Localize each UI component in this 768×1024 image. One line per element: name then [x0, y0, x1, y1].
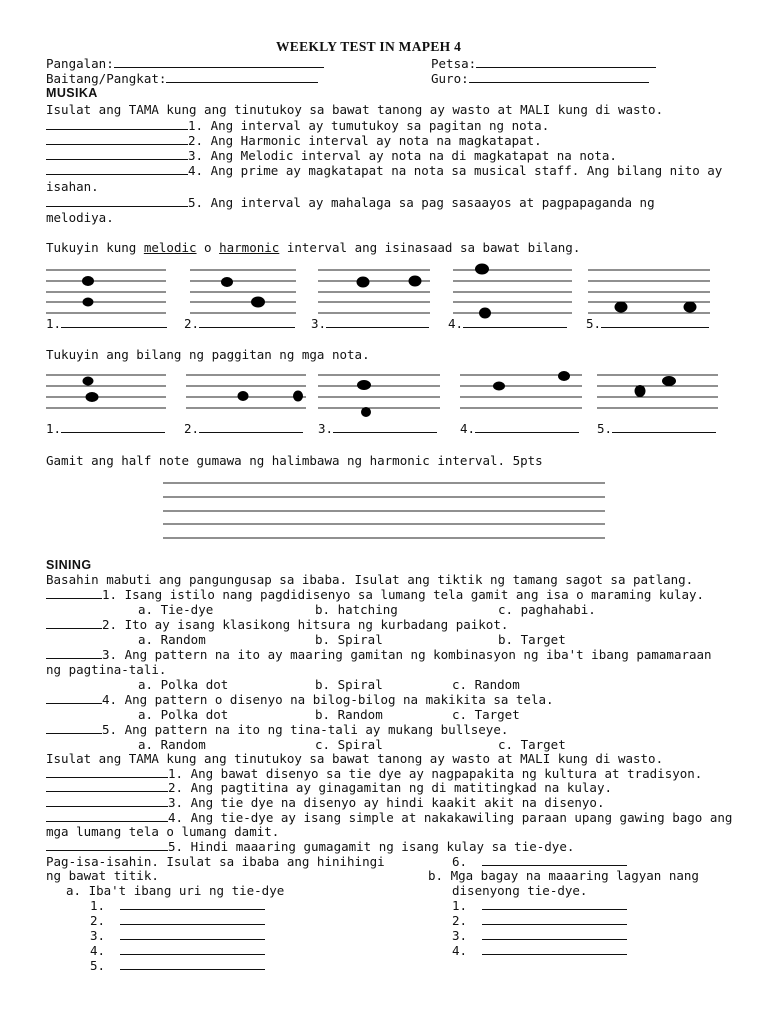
option: b. Target	[498, 632, 566, 647]
grade-label: Baitang/Pangkat:	[46, 71, 167, 86]
mc-question-4	[46, 692, 554, 707]
sining-instruction: Basahin mabuti ang pangungusap sa ibaba. Isulat ang tiktik ng tamang sagot sa patlang.	[46, 572, 694, 587]
answer-blank[interactable]	[120, 898, 265, 910]
question-cont: ng pagtina-tali.	[46, 662, 167, 677]
note-head	[615, 302, 628, 313]
answer-number: 4.	[460, 421, 476, 436]
enum-b-item-1[interactable]	[452, 898, 627, 913]
enum-b-item-2[interactable]	[452, 913, 627, 928]
answer-blank[interactable]	[475, 421, 579, 433]
option: a. Random	[138, 632, 206, 647]
answer-blank[interactable]	[482, 854, 627, 866]
item-text: 4. Ang prime ay magkatapat na nota sa musical staff. Ang bilang nito ay	[188, 163, 723, 178]
answer-blank[interactable]	[120, 913, 265, 925]
musika-item-5-cont: melodiya.	[46, 210, 114, 225]
answer-number: 4.	[448, 316, 464, 331]
enum-number: 2.	[90, 913, 106, 928]
note-head	[558, 371, 570, 381]
mc-question-1	[46, 587, 704, 602]
note-head	[83, 298, 94, 307]
enum-a-item-4[interactable]	[90, 943, 265, 958]
answer-blank[interactable]	[199, 316, 295, 328]
musika-heading: MUSIKA	[46, 86, 98, 100]
instr-text: interval ang isinasaad sa bawat bilang.	[279, 240, 581, 255]
answer-blank[interactable]	[482, 943, 627, 955]
question-text: 5. Ang pattern na ito ng tina-tali ay mukang bullseye.	[102, 722, 509, 737]
note-head	[221, 277, 233, 287]
enum-number: 5.	[90, 958, 106, 973]
answer-blank[interactable]	[120, 943, 265, 955]
answer-blank[interactable]	[46, 722, 102, 734]
option: b. Random	[315, 707, 383, 722]
count-instruction: Tukuyin ang bilang ng paggitan ng mga nota.	[46, 347, 370, 362]
enum-b-label-1: b. Mga bagay na maaaring lagyan nang	[428, 868, 699, 883]
note-head	[475, 264, 489, 275]
option: a. Tie-dye	[138, 602, 214, 617]
question-text: 3. Ang pattern na ito ay maaring gamitan ng kombinasyon ng iba't ibang pamamaraan	[102, 647, 712, 662]
answer-number: 2.	[184, 421, 200, 436]
answer-blank[interactable]	[61, 421, 165, 433]
enum-a-item-3[interactable]	[90, 928, 265, 943]
answer-blank[interactable]	[326, 316, 429, 328]
note-head	[684, 302, 697, 313]
date-label: Petsa:	[431, 56, 477, 71]
musika-item-4-cont: isahan.	[46, 179, 99, 194]
enum-item-6[interactable]	[452, 854, 627, 869]
answer-blank[interactable]	[463, 316, 567, 328]
answer-blank[interactable]	[46, 617, 102, 629]
sining-heading: SINING	[46, 558, 92, 572]
answer-number: 5.	[586, 316, 602, 331]
answer-blank[interactable]	[46, 692, 102, 704]
option: b. Spiral	[315, 632, 383, 647]
mc-question-5	[46, 722, 508, 737]
note-head	[662, 376, 676, 386]
count-answer-4[interactable]	[460, 421, 579, 436]
note-head	[82, 276, 94, 286]
note-head	[251, 297, 265, 308]
option: c. Target	[452, 707, 520, 722]
count-answer-1[interactable]	[46, 421, 165, 436]
option: a. Random	[138, 737, 206, 752]
item-text: 5. Hindi maaaring gumagamit ng isang kulay sa tie-dye.	[168, 839, 575, 854]
item-text: 2. Ang Harmonic interval ay nota na magkatapat.	[188, 133, 542, 148]
note-head	[635, 385, 646, 397]
option: c. paghahabi.	[498, 602, 596, 617]
answer-blank[interactable]	[482, 928, 627, 940]
note-head	[86, 392, 99, 402]
harmonic-word: harmonic	[219, 240, 280, 255]
interval-answer-4[interactable]	[448, 316, 567, 331]
question-text: 1. Isang istilo nang pagdidisenyo sa lumang tela gamit ang isa o maraming kulay.	[102, 587, 705, 602]
answer-blank[interactable]	[120, 928, 265, 940]
item-text: 1. Ang bawat disenyo sa tie dye ay nagpapakita ng kultura at tradisyon.	[168, 766, 703, 781]
enum-number: 1.	[90, 898, 106, 913]
answer-blank[interactable]	[61, 316, 167, 328]
answer-blank[interactable]	[199, 421, 303, 433]
note-head	[357, 277, 370, 288]
answer-blank[interactable]	[46, 795, 168, 807]
option: c. Target	[498, 737, 566, 752]
enum-instruction-1: Pag-isa-isahin. Isulat sa ibaba ang hinihingi	[46, 854, 385, 869]
enum-a-item-2[interactable]	[90, 913, 265, 928]
answer-blank[interactable]	[46, 647, 102, 659]
test-title: WEEKLY TEST IN MAPEH 4	[276, 39, 462, 54]
item-text: 3. Ang tie dye na disenyo ay hindi kaakit akit na disenyo.	[168, 795, 605, 810]
item-text: 4. Ang tie-dye ay isang simple at nakakawiling paraan upang gawing bago ang	[168, 810, 733, 825]
musika-instruction: Isulat ang TAMA kung ang tinutukoy sa bawat tanong ay wasto at MALI kung di wasto.	[46, 102, 664, 117]
interval-answer-2[interactable]	[184, 316, 295, 331]
answer-number: 3.	[311, 316, 327, 331]
enum-number: 4.	[90, 943, 106, 958]
tf-item-1	[46, 766, 702, 781]
note-head	[238, 391, 249, 401]
enum-b-item-3[interactable]	[452, 928, 627, 943]
answer-blank[interactable]	[46, 780, 168, 792]
enum-instruction-2: ng bawat titik.	[46, 868, 159, 883]
answer-number: 1.	[46, 421, 62, 436]
option: a. Polka dot	[138, 707, 229, 722]
instr-text: o	[196, 240, 220, 255]
answer-blank[interactable]	[601, 316, 709, 328]
instr-text: Tukuyin kung	[46, 240, 144, 255]
tf-item-3	[46, 795, 605, 810]
interval-answer-1[interactable]	[46, 316, 167, 331]
answer-blank[interactable]	[333, 421, 437, 433]
item-text: 3. Ang Melodic interval ay nota na di magkatapat na nota.	[188, 148, 617, 163]
answer-blank[interactable]	[46, 766, 168, 778]
item-text: 1. Ang interval ay tumutukoy sa pagitan ng nota.	[188, 118, 550, 133]
count-answer-2[interactable]	[184, 421, 303, 436]
mc-question-2	[46, 617, 508, 632]
answer-blank[interactable]	[120, 958, 265, 970]
mc-question-3	[46, 647, 712, 662]
note-head	[361, 407, 371, 417]
answer-number: 3.	[318, 421, 334, 436]
answer-number: 5.	[597, 421, 613, 436]
enum-number: 3.	[90, 928, 106, 943]
enum-number: 3.	[452, 928, 468, 943]
answer-blank[interactable]	[612, 421, 716, 433]
tf-item-4	[46, 810, 732, 825]
note-head	[409, 276, 422, 287]
option: a. Polka dot	[138, 677, 229, 692]
answer-blank[interactable]	[46, 587, 102, 599]
name-label: Pangalan:	[46, 56, 114, 71]
enum-b-item-4[interactable]	[452, 943, 627, 958]
count-answer-3[interactable]	[318, 421, 437, 436]
count-answer-5[interactable]	[597, 421, 716, 436]
interval-answer-5[interactable]	[586, 316, 709, 331]
answer-blank[interactable]	[482, 913, 627, 925]
answer-blank[interactable]	[46, 810, 168, 822]
tf-item-4-cont: mga lumang tela o lumang damit.	[46, 824, 280, 839]
answer-number: 2.	[184, 316, 200, 331]
option: b. Spiral	[315, 677, 383, 692]
enum-b-label-2: disenyong tie-dye.	[452, 883, 588, 898]
half-note-instruction: Gamit ang half note gumawa ng halimbawa ng harmonic interval. 5pts	[46, 453, 543, 468]
answer-blank[interactable]	[482, 898, 627, 910]
answer-number: 1.	[46, 316, 62, 331]
sining-tf-instruction: Isulat ang TAMA kung ang tinutukoy sa bawat tanong ay wasto at MALI kung di wasto.	[46, 751, 664, 766]
option: b. hatching	[315, 602, 398, 617]
enum-a-label: a. Iba't ibang uri ng tie-dye	[66, 883, 285, 898]
note-head	[293, 391, 303, 402]
note-head	[493, 382, 505, 391]
enum-number: 1.	[452, 898, 468, 913]
interval-answer-3[interactable]	[311, 316, 429, 331]
enum-a-item-5[interactable]	[90, 958, 265, 973]
enum-number: 4.	[452, 943, 468, 958]
question-text: 2. Ito ay isang klasikong hitsura ng kurbadang paikot.	[102, 617, 509, 632]
enum-a-item-1[interactable]	[90, 898, 265, 913]
item-text: 2. Ang pagtitina ay ginagamitan ng di matitingkad na kulay.	[168, 780, 613, 795]
tf-item-5	[46, 839, 574, 854]
answer-blank[interactable]	[46, 839, 168, 851]
note-head	[357, 380, 371, 390]
melodic-word: melodic	[143, 240, 197, 255]
option: c. Spiral	[315, 737, 383, 752]
option: c. Random	[452, 677, 520, 692]
item-text: 5. Ang interval ay mahalaga sa pag sasaayos at pagpapaganda ng	[188, 195, 655, 210]
question-text: 4. Ang pattern o disenyo na bilog-bilog na makikita sa tela.	[102, 692, 554, 707]
enum-number: 6.	[452, 854, 468, 869]
note-head	[83, 377, 94, 386]
teacher-label: Guro:	[431, 71, 469, 86]
enum-number: 2.	[452, 913, 468, 928]
tf-item-2	[46, 780, 612, 795]
